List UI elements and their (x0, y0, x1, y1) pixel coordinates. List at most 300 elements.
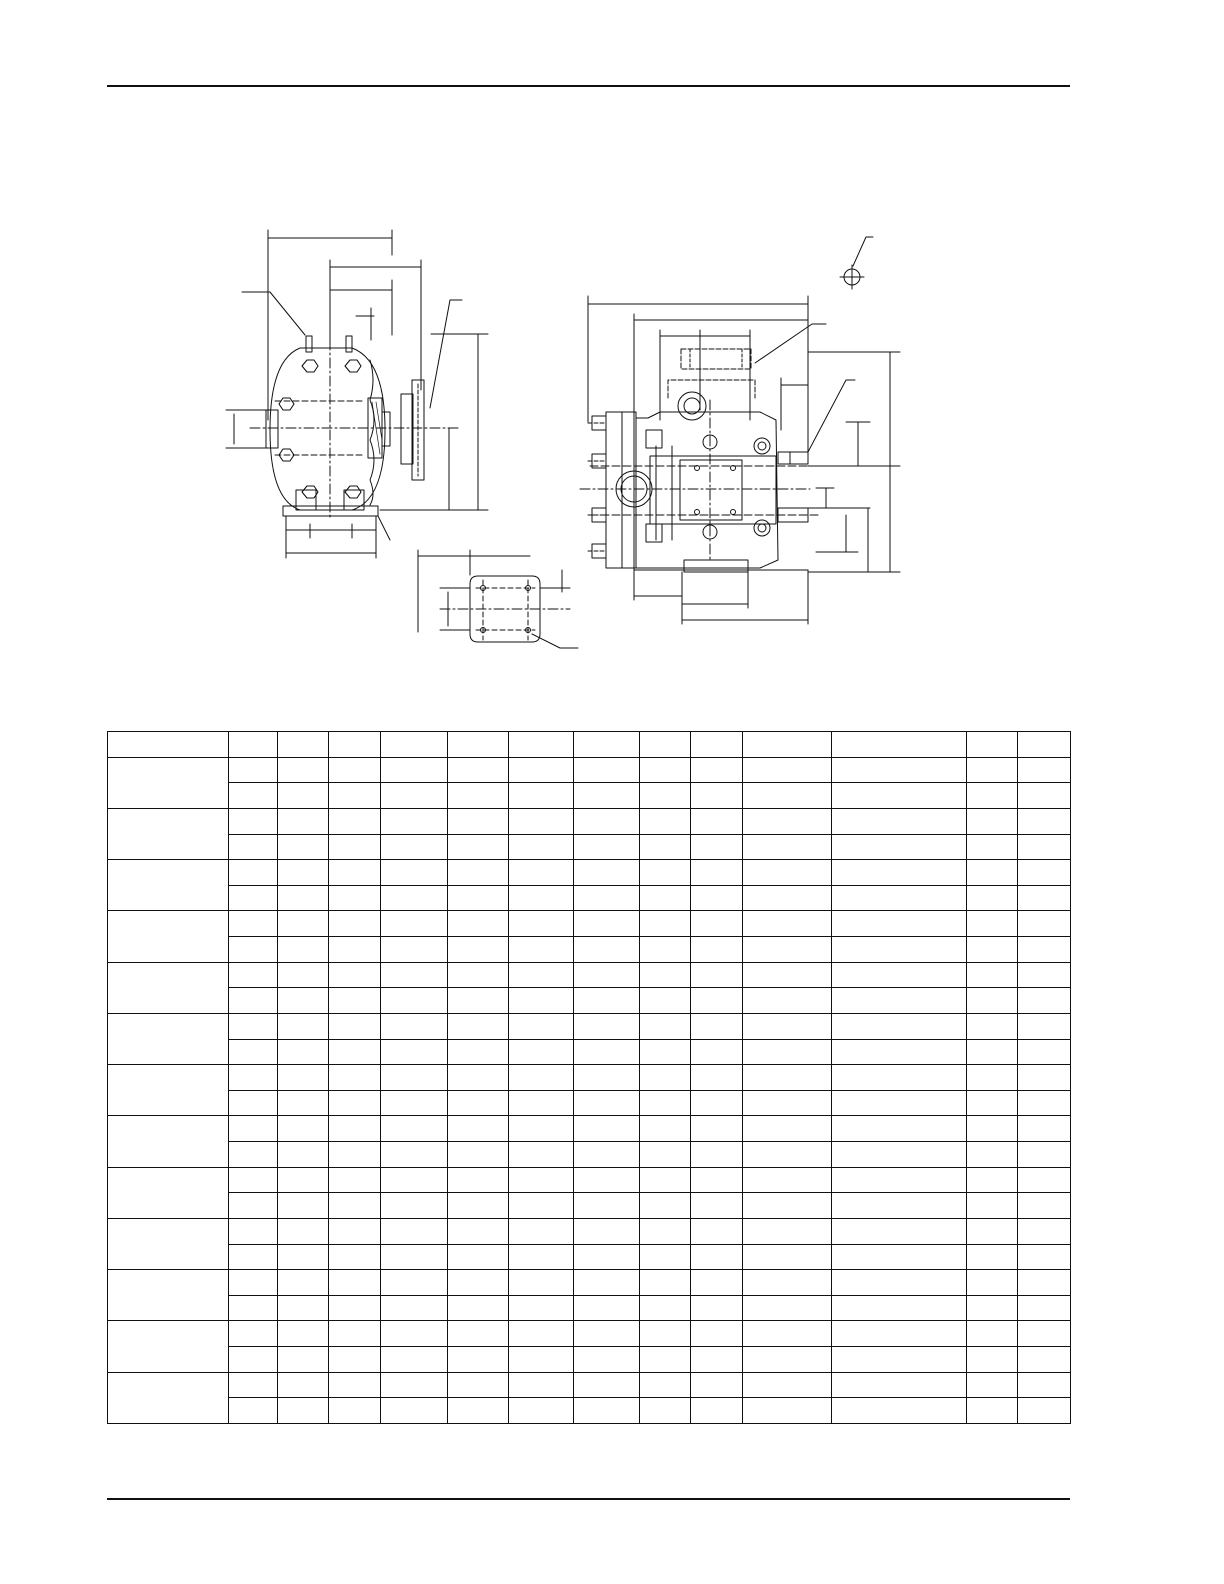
table-cell (743, 911, 832, 937)
table-cell (574, 988, 640, 1014)
table-cell (448, 1039, 509, 1065)
table-cell (329, 1398, 381, 1424)
table-cell (448, 757, 509, 783)
table-cell (691, 808, 743, 834)
table-cell (229, 911, 278, 937)
table-cell (967, 1065, 1018, 1091)
table-cell (229, 1270, 278, 1296)
table-cell (278, 834, 329, 860)
table-cell (967, 911, 1018, 937)
table-cell (832, 1244, 967, 1270)
table-cell (1018, 911, 1071, 937)
table-cell (691, 1398, 743, 1424)
table-cell (832, 937, 967, 963)
table-cell (691, 1295, 743, 1321)
table-cell (1018, 1321, 1071, 1347)
table-cell (1018, 1372, 1071, 1398)
table-cell (1018, 885, 1071, 911)
table-row (108, 962, 1071, 988)
table-cell (381, 860, 448, 886)
table-cell (1018, 1218, 1071, 1244)
table-cell (691, 860, 743, 886)
table-cell (743, 1013, 832, 1039)
table-cell (640, 1295, 691, 1321)
table-cell (743, 1167, 832, 1193)
table-cell (509, 1270, 574, 1296)
table-cell (229, 834, 278, 860)
table-cell (448, 1116, 509, 1142)
table-header-cell (691, 732, 743, 758)
table-cell (691, 1116, 743, 1142)
table-cell (967, 1270, 1018, 1296)
table-cell (509, 885, 574, 911)
table-cell (832, 860, 967, 886)
table-cell (640, 1398, 691, 1424)
table-cell (509, 1218, 574, 1244)
table-cell (743, 1321, 832, 1347)
table-cell (448, 1270, 509, 1296)
table-header-cell (381, 732, 448, 758)
table-row (108, 808, 1071, 834)
table-cell (832, 962, 967, 988)
table-cell (229, 885, 278, 911)
table-header-cell (640, 732, 691, 758)
table-cell (329, 885, 381, 911)
table-cell (278, 757, 329, 783)
table-cell (229, 808, 278, 834)
table-cell (574, 1039, 640, 1065)
table-cell (229, 1244, 278, 1270)
table-cell (509, 1142, 574, 1168)
table-cell (967, 1090, 1018, 1116)
table-cell (329, 1347, 381, 1373)
table-cell (691, 1372, 743, 1398)
table-cell (509, 1193, 574, 1219)
table-cell (574, 808, 640, 834)
table-cell (574, 937, 640, 963)
table-row (108, 1142, 1071, 1168)
table-cell (832, 1347, 967, 1373)
table-cell (743, 1244, 832, 1270)
table-cell (329, 1372, 381, 1398)
table-cell (1018, 783, 1071, 809)
table-cell (329, 1116, 381, 1142)
table-cell (574, 783, 640, 809)
table-cell (448, 860, 509, 886)
table-cell (574, 834, 640, 860)
table-cell (381, 1039, 448, 1065)
table-cell (967, 808, 1018, 834)
model-cell (108, 1372, 229, 1423)
table-cell (448, 962, 509, 988)
table-cell (278, 860, 329, 886)
table-cell (574, 757, 640, 783)
table-cell (278, 808, 329, 834)
table-header-cell (229, 732, 278, 758)
table-cell (743, 1372, 832, 1398)
model-cell (108, 1065, 229, 1116)
table-cell (381, 988, 448, 1014)
table-header-cell (329, 732, 381, 758)
table-row (108, 860, 1071, 886)
table-cell (329, 1090, 381, 1116)
table-cell (832, 1218, 967, 1244)
table-cell (329, 783, 381, 809)
table-cell (448, 1347, 509, 1373)
table-row (108, 757, 1071, 783)
table-cell (691, 757, 743, 783)
table-cell (832, 1372, 967, 1398)
table-cell (509, 1244, 574, 1270)
table-cell (1018, 808, 1071, 834)
table-cell (278, 1321, 329, 1347)
table-cell (278, 1347, 329, 1373)
table-cell (381, 1372, 448, 1398)
table-header-cell (832, 732, 967, 758)
table-cell (691, 1218, 743, 1244)
table-cell (691, 1167, 743, 1193)
table-row (108, 1295, 1071, 1321)
table-cell (509, 1372, 574, 1398)
table-cell (640, 1039, 691, 1065)
table-cell (967, 988, 1018, 1014)
table-cell (448, 1295, 509, 1321)
table-row (108, 1244, 1071, 1270)
table-cell (743, 1142, 832, 1168)
table-cell (640, 911, 691, 937)
table-cell (691, 1142, 743, 1168)
table-cell (509, 808, 574, 834)
table-cell (1018, 1116, 1071, 1142)
table-cell (640, 1065, 691, 1091)
table-cell (229, 757, 278, 783)
model-cell (108, 1167, 229, 1218)
table-cell (691, 962, 743, 988)
table-cell (574, 860, 640, 886)
table-cell (743, 988, 832, 1014)
model-cell (108, 1218, 229, 1269)
table-cell (640, 885, 691, 911)
model-cell (108, 1321, 229, 1372)
table-cell (832, 1116, 967, 1142)
table-cell (574, 1167, 640, 1193)
table-cell (278, 962, 329, 988)
table-row (108, 1167, 1071, 1193)
table-row (108, 988, 1071, 1014)
table-cell (509, 988, 574, 1014)
table-cell (229, 860, 278, 886)
table-cell (1018, 1244, 1071, 1270)
table-cell (743, 808, 832, 834)
table-cell (278, 1039, 329, 1065)
table-cell (509, 757, 574, 783)
table-row (108, 783, 1071, 809)
table-cell (329, 834, 381, 860)
side-view (580, 237, 900, 624)
table-cell (691, 1065, 743, 1091)
table-cell (509, 783, 574, 809)
table-cell (640, 1167, 691, 1193)
table-cell (743, 1039, 832, 1065)
foot-plate-detail (418, 550, 578, 648)
table-cell (640, 1244, 691, 1270)
table-cell (448, 1090, 509, 1116)
table-cell (574, 1116, 640, 1142)
table-cell (448, 1372, 509, 1398)
table-cell (229, 1398, 278, 1424)
table-cell (640, 808, 691, 834)
table-cell (691, 1270, 743, 1296)
table-cell (691, 1193, 743, 1219)
table-cell (967, 937, 1018, 963)
table-cell (640, 1372, 691, 1398)
table-cell (381, 1013, 448, 1039)
table-cell (278, 1013, 329, 1039)
table-cell (691, 1090, 743, 1116)
table-cell (229, 988, 278, 1014)
table-cell (381, 1167, 448, 1193)
table-cell (640, 1090, 691, 1116)
table-row (108, 1321, 1071, 1347)
table-cell (278, 911, 329, 937)
table-cell (381, 1321, 448, 1347)
table-cell (229, 1090, 278, 1116)
table-cell (509, 937, 574, 963)
table-header-cell (278, 732, 329, 758)
table-cell (967, 783, 1018, 809)
table-cell (448, 1013, 509, 1039)
table-cell (967, 860, 1018, 886)
table-cell (967, 1372, 1018, 1398)
table-cell (640, 1321, 691, 1347)
table-cell (743, 1347, 832, 1373)
table-cell (1018, 860, 1071, 886)
table-cell (574, 1142, 640, 1168)
table-cell (509, 1065, 574, 1091)
table-cell (967, 1218, 1018, 1244)
table-cell (967, 757, 1018, 783)
table-cell (229, 1039, 278, 1065)
table-cell (574, 1295, 640, 1321)
table-cell (574, 911, 640, 937)
table-row (108, 1372, 1071, 1398)
model-cell (108, 808, 229, 859)
table-cell (229, 1116, 278, 1142)
table-cell (691, 1347, 743, 1373)
table-cell (574, 1193, 640, 1219)
table-cell (381, 911, 448, 937)
table-cell (832, 1090, 967, 1116)
table-header-cell (1018, 732, 1071, 758)
table-cell (967, 962, 1018, 988)
table-row (108, 1039, 1071, 1065)
table-cell (448, 1218, 509, 1244)
table-cell (229, 937, 278, 963)
table-cell (509, 962, 574, 988)
table-header-cell (108, 732, 229, 758)
table-cell (640, 988, 691, 1014)
table-cell (229, 783, 278, 809)
table-header-cell (967, 732, 1018, 758)
table-cell (640, 783, 691, 809)
table-row (108, 1398, 1071, 1424)
table-cell (329, 988, 381, 1014)
table-row (108, 911, 1071, 937)
table-cell (329, 757, 381, 783)
table-cell (1018, 1065, 1071, 1091)
table-row (108, 1116, 1071, 1142)
table-cell (381, 1295, 448, 1321)
table-header-row (108, 732, 1071, 758)
table-cell (640, 860, 691, 886)
table-cell (229, 1372, 278, 1398)
table-row (108, 1218, 1071, 1244)
table-cell (278, 1116, 329, 1142)
table-header-cell (743, 732, 832, 758)
table-cell (1018, 1193, 1071, 1219)
table-cell (832, 885, 967, 911)
pump-dimension-drawing (0, 0, 1224, 720)
table-cell (1018, 937, 1071, 963)
table-cell (743, 1218, 832, 1244)
table-cell (278, 783, 329, 809)
table-cell (832, 1295, 967, 1321)
table-cell (448, 937, 509, 963)
table-cell (691, 1039, 743, 1065)
model-cell (108, 962, 229, 1013)
table-header-cell (448, 732, 509, 758)
table-cell (381, 1090, 448, 1116)
table-cell (967, 834, 1018, 860)
table-cell (743, 962, 832, 988)
table-cell (967, 1142, 1018, 1168)
table-cell (448, 911, 509, 937)
table-cell (229, 1167, 278, 1193)
table-cell (832, 757, 967, 783)
table-cell (329, 1167, 381, 1193)
table-cell (574, 1270, 640, 1296)
table-cell (832, 808, 967, 834)
table-cell (509, 1013, 574, 1039)
table-cell (448, 1193, 509, 1219)
table-cell (574, 1218, 640, 1244)
table-cell (381, 757, 448, 783)
table-cell (1018, 1270, 1071, 1296)
table-cell (832, 1142, 967, 1168)
footer-rule (107, 1498, 1070, 1500)
table-cell (832, 1398, 967, 1424)
table-cell (967, 1116, 1018, 1142)
table-cell (743, 1090, 832, 1116)
table-row (108, 1013, 1071, 1039)
table-cell (640, 937, 691, 963)
table-cell (509, 1116, 574, 1142)
model-cell (108, 1270, 229, 1321)
table-cell (278, 1295, 329, 1321)
table-cell (574, 1398, 640, 1424)
table-cell (1018, 1013, 1071, 1039)
table-row (108, 1270, 1071, 1296)
table-cell (574, 1013, 640, 1039)
table-cell (967, 885, 1018, 911)
table-cell (832, 1039, 967, 1065)
table-row (108, 1090, 1071, 1116)
table-cell (832, 1013, 967, 1039)
table-cell (448, 834, 509, 860)
table-cell (640, 834, 691, 860)
table-cell (278, 885, 329, 911)
table-cell (832, 783, 967, 809)
table-cell (329, 1295, 381, 1321)
table-cell (278, 1090, 329, 1116)
table-cell (832, 1270, 967, 1296)
table-cell (967, 1039, 1018, 1065)
table-cell (509, 1039, 574, 1065)
table-cell (691, 1013, 743, 1039)
table-cell (691, 783, 743, 809)
table-cell (448, 783, 509, 809)
table-cell (967, 1193, 1018, 1219)
table-cell (574, 1372, 640, 1398)
table-cell (743, 1116, 832, 1142)
table-cell (1018, 1142, 1071, 1168)
table-cell (691, 1321, 743, 1347)
table-cell (229, 1193, 278, 1219)
table-cell (743, 1065, 832, 1091)
table-cell (1018, 1347, 1071, 1373)
table-cell (278, 1244, 329, 1270)
table-cell (278, 1167, 329, 1193)
table-cell (1018, 1167, 1071, 1193)
table-cell (1018, 1398, 1071, 1424)
table-cell (329, 1065, 381, 1091)
table-cell (229, 1321, 278, 1347)
table-cell (381, 962, 448, 988)
table-cell (743, 834, 832, 860)
table-cell (743, 1398, 832, 1424)
table-cell (1018, 962, 1071, 988)
table-cell (329, 1013, 381, 1039)
table-cell (832, 1193, 967, 1219)
end-view (226, 230, 488, 558)
table-cell (329, 1142, 381, 1168)
table-cell (329, 1039, 381, 1065)
table-cell (509, 1295, 574, 1321)
table-cell (229, 1347, 278, 1373)
table-cell (509, 911, 574, 937)
table-cell (381, 937, 448, 963)
table-cell (640, 1013, 691, 1039)
table-cell (229, 1218, 278, 1244)
table-cell (448, 1142, 509, 1168)
table-row (108, 937, 1071, 963)
table-cell (381, 1065, 448, 1091)
table-cell (381, 885, 448, 911)
table-cell (967, 1013, 1018, 1039)
table-cell (574, 1244, 640, 1270)
table-cell (278, 1372, 329, 1398)
table-cell (381, 1193, 448, 1219)
table-cell (640, 1347, 691, 1373)
table-cell (329, 1270, 381, 1296)
table-cell (640, 1218, 691, 1244)
table-cell (329, 1244, 381, 1270)
table-cell (1018, 988, 1071, 1014)
table-cell (381, 1116, 448, 1142)
table-cell (967, 1295, 1018, 1321)
table-cell (640, 1142, 691, 1168)
table-cell (509, 860, 574, 886)
